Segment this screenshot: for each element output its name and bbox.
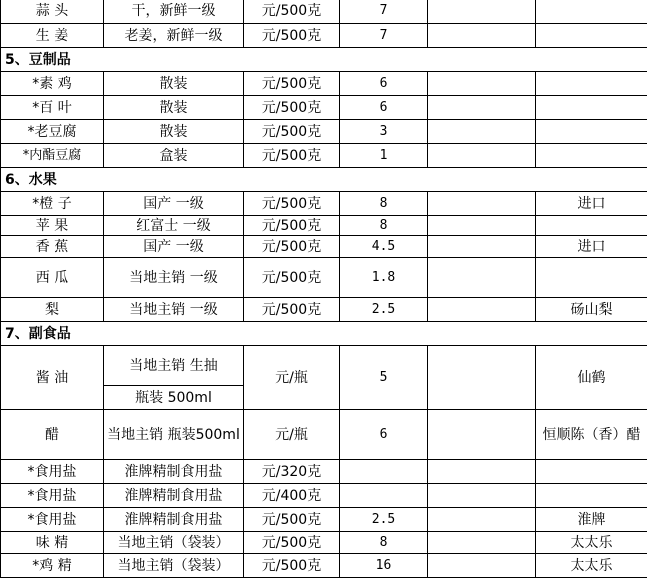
item-extra [428, 144, 536, 168]
item-spec: 淮牌精制食用盐 [104, 508, 244, 532]
item-extra [428, 484, 536, 508]
table-row [1, 410, 647, 460]
item-unit: 元/500克 [244, 258, 340, 298]
item-name: *素 鸡 [1, 72, 104, 96]
item-name: *老豆腐 [1, 120, 104, 144]
table-row [1, 554, 647, 578]
item-spec: 当地主销 瓶装500ml [104, 410, 244, 460]
item-note: 砀山梨 [536, 298, 647, 322]
item-price: 16 [340, 554, 428, 578]
item-name: 香 蕉 [1, 236, 104, 258]
section-title: 5、豆制品 [1, 48, 647, 72]
item-spec: 老姜，新鲜一级 [104, 24, 244, 48]
item-spec: 瓶装 500ml [104, 386, 244, 410]
section-header-row [1, 322, 647, 346]
section-title: 7、副食品 [1, 322, 647, 346]
table-row [1, 192, 647, 216]
item-note [536, 258, 647, 298]
item-name: 醋 [1, 410, 104, 460]
item-name: *橙 子 [1, 192, 104, 216]
item-extra [428, 508, 536, 532]
item-note [536, 120, 647, 144]
item-unit: 元/500克 [244, 508, 340, 532]
item-name: *百 叶 [1, 96, 104, 120]
table-row [1, 0, 647, 24]
item-name: 西 瓜 [1, 258, 104, 298]
item-price: 7 [340, 24, 428, 48]
table-row [1, 484, 647, 508]
item-spec: 干，新鲜一级 [104, 0, 244, 24]
section-header-row [1, 168, 647, 192]
item-note: 仙鹤 [536, 346, 647, 410]
item-spec: 散装 [104, 96, 244, 120]
item-unit: 元/500克 [244, 236, 340, 258]
table-row [1, 216, 647, 236]
item-note [536, 96, 647, 120]
item-note [536, 24, 647, 48]
table-row [1, 258, 647, 298]
item-spec: 盒装 [104, 144, 244, 168]
item-name: *鸡 精 [1, 554, 104, 578]
table-row [1, 96, 647, 120]
item-unit: 元/500克 [244, 554, 340, 578]
item-note [536, 0, 647, 24]
item-note [536, 72, 647, 96]
item-unit: 元/400克 [244, 484, 340, 508]
item-unit: 元/500克 [244, 298, 340, 322]
item-note: 进口 [536, 236, 647, 258]
item-name: *食用盐 [1, 508, 104, 532]
item-spec: 当地主销 生抽 [104, 346, 244, 386]
item-unit: 元/320克 [244, 460, 340, 484]
item-price: 6 [340, 96, 428, 120]
item-note [536, 144, 647, 168]
item-extra [428, 258, 536, 298]
table-row [1, 508, 647, 532]
item-unit: 元/瓶 [244, 410, 340, 460]
item-price: 6 [340, 410, 428, 460]
item-extra [428, 192, 536, 216]
item-name: 梨 [1, 298, 104, 322]
item-extra [428, 72, 536, 96]
item-note [536, 460, 647, 484]
table-row [1, 346, 647, 386]
item-price: 2.5 [340, 298, 428, 322]
section-title: 6、水果 [1, 168, 647, 192]
item-spec: 国产 一级 [104, 236, 244, 258]
item-note [536, 216, 647, 236]
item-price: 6 [340, 72, 428, 96]
table-row [1, 460, 647, 484]
item-unit: 元/500克 [244, 120, 340, 144]
section-header-row [1, 48, 647, 72]
item-spec: 淮牌精制食用盐 [104, 484, 244, 508]
item-extra [428, 96, 536, 120]
item-extra [428, 298, 536, 322]
item-price: 1.8 [340, 258, 428, 298]
item-spec: 淮牌精制食用盐 [104, 460, 244, 484]
table-row [1, 144, 647, 168]
table-row [1, 236, 647, 258]
item-note: 恒顺陈（香）醋 [536, 410, 647, 460]
item-price: 8 [340, 192, 428, 216]
item-name: 酱 油 [1, 346, 104, 410]
item-extra [428, 120, 536, 144]
table-row [1, 532, 647, 554]
item-unit: 元/500克 [244, 216, 340, 236]
item-extra [428, 532, 536, 554]
item-unit: 元/500克 [244, 72, 340, 96]
item-price: 8 [340, 532, 428, 554]
item-extra [428, 236, 536, 258]
item-unit: 元/500克 [244, 0, 340, 24]
item-price [340, 460, 428, 484]
item-unit: 元/500克 [244, 96, 340, 120]
item-name: *内酯豆腐 [1, 144, 104, 168]
item-unit: 元/500克 [244, 532, 340, 554]
item-price: 5 [340, 346, 428, 410]
table-row [1, 120, 647, 144]
item-spec: 当地主销（袋装） [104, 554, 244, 578]
item-extra [428, 554, 536, 578]
item-price: 7 [340, 0, 428, 24]
item-spec: 当地主销（袋装） [104, 532, 244, 554]
item-note: 进口 [536, 192, 647, 216]
item-name: 味 精 [1, 532, 104, 554]
item-name: *食用盐 [1, 460, 104, 484]
table-row [1, 72, 647, 96]
item-spec: 散装 [104, 72, 244, 96]
item-extra [428, 0, 536, 24]
item-extra [428, 216, 536, 236]
item-name: 蒜 头 [1, 0, 104, 24]
item-spec: 国产 一级 [104, 192, 244, 216]
item-unit: 元/500克 [244, 24, 340, 48]
item-note: 太太乐 [536, 554, 647, 578]
item-unit: 元/500克 [244, 192, 340, 216]
item-note: 太太乐 [536, 532, 647, 554]
item-spec: 当地主销 一级 [104, 298, 244, 322]
item-spec: 当地主销 一级 [104, 258, 244, 298]
item-unit: 元/瓶 [244, 346, 340, 410]
item-name: 苹 果 [1, 216, 104, 236]
item-extra [428, 24, 536, 48]
table-row [1, 24, 647, 48]
item-spec: 散装 [104, 120, 244, 144]
item-price: 1 [340, 144, 428, 168]
item-note: 淮牌 [536, 508, 647, 532]
item-price: 4.5 [340, 236, 428, 258]
item-extra [428, 410, 536, 460]
item-price [340, 484, 428, 508]
table-row [1, 298, 647, 322]
item-name: 生 姜 [1, 24, 104, 48]
item-price: 3 [340, 120, 428, 144]
item-extra [428, 346, 536, 410]
item-note [536, 484, 647, 508]
item-extra [428, 460, 536, 484]
item-price: 8 [340, 216, 428, 236]
item-price: 2.5 [340, 508, 428, 532]
item-spec: 红富士 一级 [104, 216, 244, 236]
item-name: *食用盐 [1, 484, 104, 508]
item-unit: 元/500克 [244, 144, 340, 168]
